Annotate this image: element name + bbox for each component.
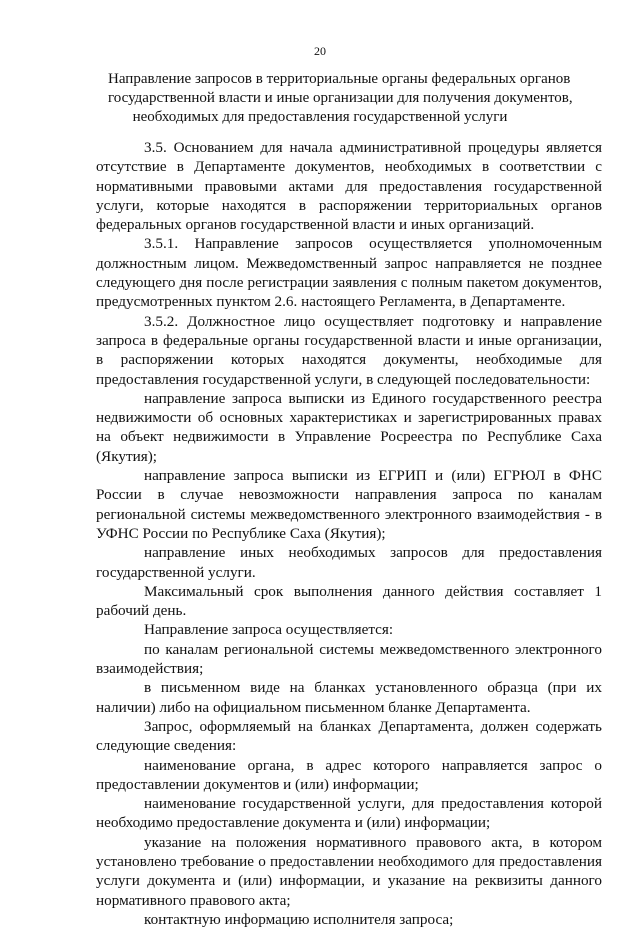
title-line: государственной власти и иные организации для получения документов, [108, 90, 573, 106]
list-item-contact-info: контактную информацию исполнителя запроса; [144, 910, 454, 928]
page-number: 20 [314, 44, 326, 58]
section-title [108, 70, 573, 127]
paragraph-3-5-2: 3.5.2. Должностное лицо осуществляет подготовку и направление запроса в федеральные органы государственной власти и иные организации, в распоряжении которых находятся документы, необходимые для предоставления государственной услуги, в следующей последовательности: [96, 312, 602, 388]
paragraph-request-contents: Запрос, оформляемый на бланках Департамента, должен содержать следующие сведения: [96, 717, 602, 755]
list-item-other-requests: направление иных необходимых запросов для предоставления государственной услуги. [96, 544, 602, 581]
list-item-service-name: наименование государственной услуги, для предоставления которой необходимо предоставление документа и (или) информации; [96, 795, 602, 832]
list-item-rosreestr-request: направление запроса выписки из Единого государственного реестра недвижимости об основных характеристиках и зарегистрированных правах на объект недвижимости в Управление Росреестра по Республике Саха (Якутия); [96, 389, 602, 465]
list-item-legal-act: указание на положения нормативного правового акта, в котором установлено требование о предоставлении необходимого для предоставления услуги документа и (или) информации, и указание на реквизиты данного нормативного правового акта; [96, 833, 602, 909]
list-item-written-form: в письменном виде на бланках установленного образца (при их наличии) либо на официальном письменном бланке Департамента. [96, 679, 602, 716]
title-line: необходимых для предоставления государственной услуги [132, 109, 508, 125]
document-body [96, 138, 602, 929]
list-item-electronic-channel: по каналам региональной системы межведомственного электронного взаимодействия; [96, 640, 602, 678]
paragraph-request-channels: Направление запроса осуществляется: [144, 621, 394, 639]
list-item-fns-request: направление запроса выписки из ЕГРИП и (или) ЕГРЮЛ в ФНС России в случае невозможности направления запроса по каналам региональной системы межведомственного электронного взаимодействия - в УФНС России по Республике Саха (Якутия); [96, 467, 602, 542]
title-line: Направление запросов в территориальные органы федеральных органов [108, 71, 571, 87]
paragraph-3-5: 3.5. Основанием для начала административной процедуры является отсутствие в Департаменте документов, необходимых в соответствии с нормативными правовыми актами для предоставления государственной услуги, которые находятся в распоряжении территориальных органов федеральных органов государственной власти и иных организаций. [96, 139, 602, 234]
paragraph-max-term: Максимальный срок выполнения данного действия составляет 1 рабочий день. [96, 582, 602, 620]
paragraph-3-5-1: 3.5.1. Направление запросов осуществляется уполномоченным должностным лицом. Межведомственный запрос направляется не позднее следующего дня после регистрации заявления с полным пакетом документов, предусмотренных пунктом 2.6. настоящего Регламента, в Департаменте. [96, 235, 602, 311]
list-item-organ-name: наименование органа, в адрес которого направляется запрос о предоставлении документов и (или) информации; [96, 756, 602, 793]
